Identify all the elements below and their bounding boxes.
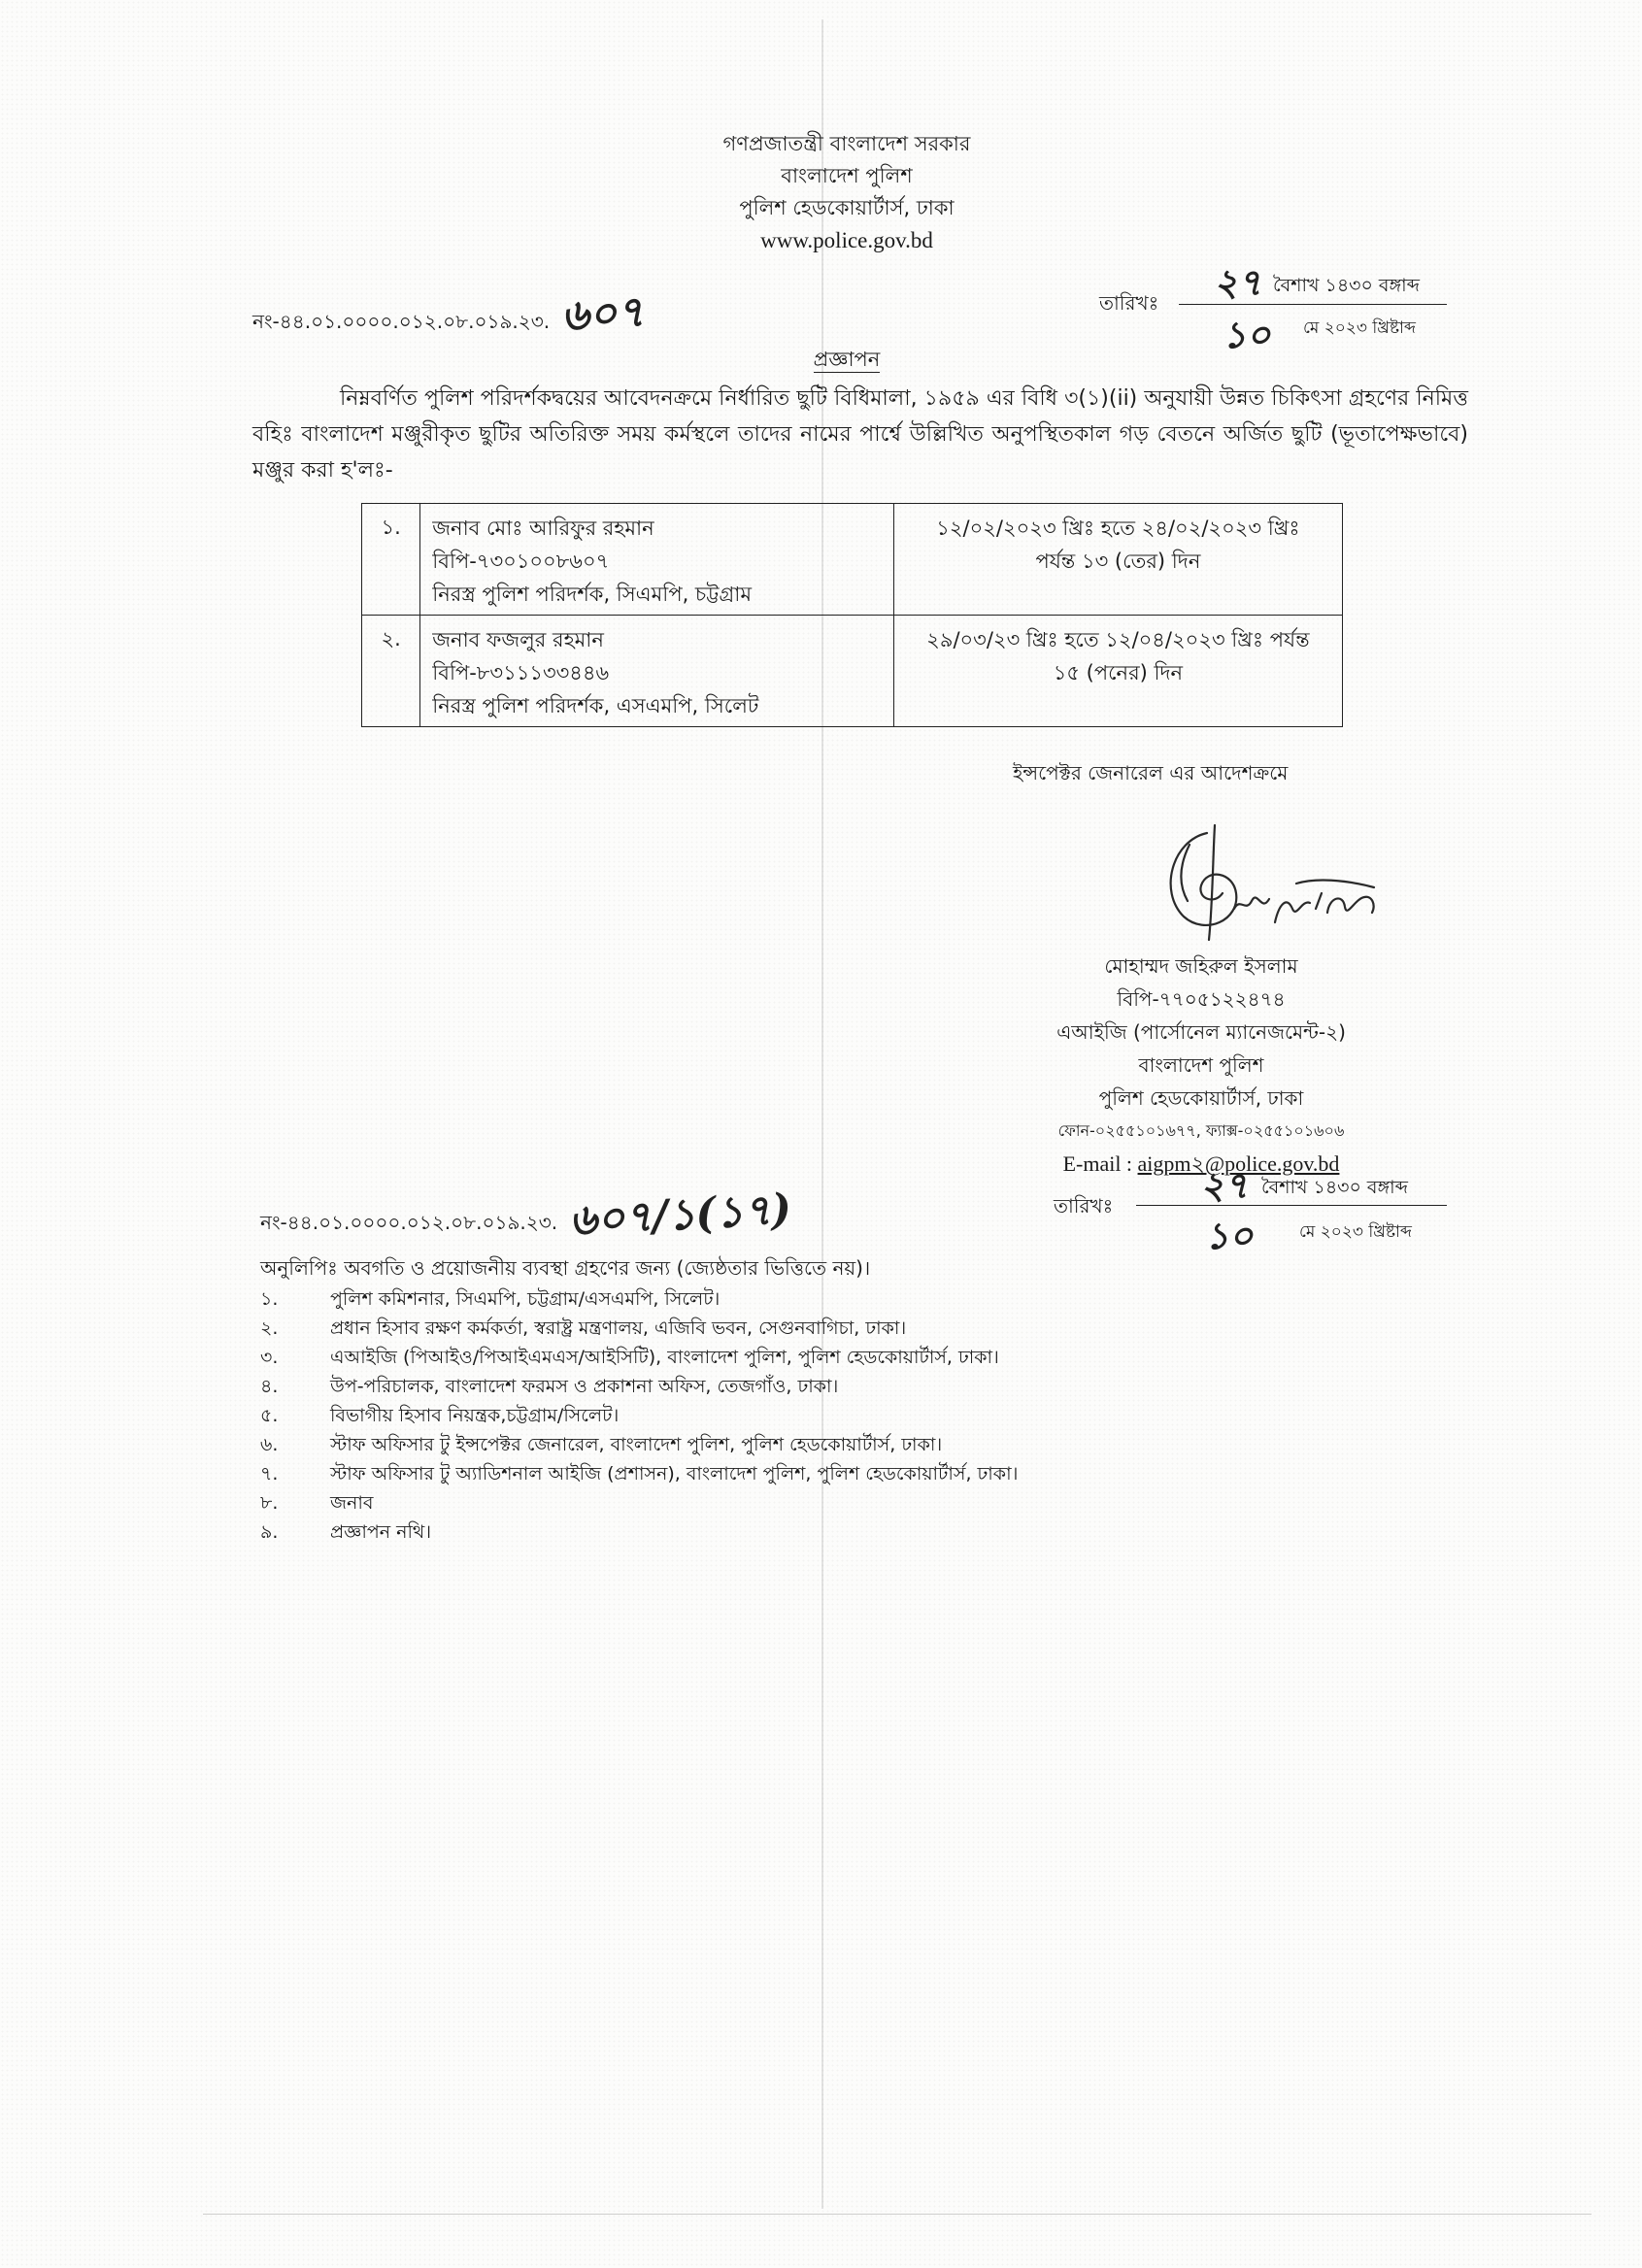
serial-cell: ২.: [362, 616, 420, 727]
list-item: ৩. এআইজি (পিআইও/পিআইএমএস/আইসিটি), বাংলাদেশ পুলিশ, পুলিশ হেডকোয়ার্টার্স, ঢাকা।: [260, 1347, 999, 1368]
signatory-name: মোহাম্মদ জহিরুল ইসলাম: [1104, 954, 1298, 978]
list-item: ৯. প্রজ্ঞাপন নথি।: [260, 1521, 432, 1543]
period-line-2: ১৫ (পনের) দিন: [1053, 661, 1184, 684]
table-row: [362, 616, 1343, 727]
copy-memo-number: [260, 1183, 791, 1253]
serial-cell: ১.: [362, 504, 420, 616]
officer-name: জনাব মোঃ আরিফুর রহমান: [432, 517, 654, 540]
list-item: ১. পুলিশ কমিশনার, সিএমপি, চট্টগ্রাম/এসএমপি, সিলেট।: [260, 1288, 720, 1310]
list-item: ৫. বিভাগীয় হিসাব নিয়ন্ত্রক,চট্টগ্রাম/সিলেট।: [260, 1405, 620, 1426]
signatory-office: পুলিশ হেডকোয়ার্টার্স, ঢাকা: [1098, 1086, 1304, 1110]
memo-number-printed: নং-৪৪.০১.০০০০.০১২.০৮.০১৯.২৩.: [252, 310, 551, 333]
officer-designation: নিরস্ত্র পুলিশ পরিদর্শক, এসএমপি, সিলেট: [432, 694, 759, 717]
copy-date-bangla-day: ২৭: [1200, 1163, 1249, 1207]
government-name: গণপ্রজাতন্ত্রী বাংলাদেশ সরকার: [722, 132, 971, 155]
notice-title: প্রজ্ঞাপন: [813, 348, 881, 371]
office-name: পুলিশ হেডকোয়ার্টার্স, ঢাকা: [739, 196, 955, 219]
list-item: ৮. জনাব: [260, 1492, 374, 1514]
period-line-1: ২৯/০৩/২৩ খ্রিঃ হতে ১২/০৪/২০২৩ খ্রিঃ পর্যন্ত: [926, 628, 1310, 651]
scan-edge-line: [203, 2214, 1592, 2215]
memo-number-handwritten: ৬০৭: [559, 286, 647, 342]
copy-heading: অনুলিপিঃ অবগতি ও প্রয়োজনীয় ব্যবস্থা গ্রহণের জন্য (জ্যেষ্ঠতার ভিত্তিতে নয়)।: [260, 1256, 871, 1280]
table-row: [362, 504, 1343, 616]
signatory-block: [997, 950, 1405, 1181]
signature: [1151, 816, 1384, 951]
order-line: ইন্সপেক্টর জেনারেল এর আদেশক্রমে: [1013, 761, 1289, 784]
officer-cell: [420, 504, 894, 616]
date-gregorian-day: ১০: [1223, 313, 1271, 356]
copy-date-label: তারিখঃ: [1054, 1194, 1114, 1217]
copy-memo-number-printed: নং-৪৪.০১.০০০০.০১২.০৮.০১৯.২৩.: [260, 1211, 558, 1234]
date-bangla-month-year: বৈশাখ ১৪৩০ বঙ্গাব্দ: [1273, 275, 1420, 296]
copy-date-bangla-month-year: বৈশাখ ১৪৩০ বঙ্গাব্দ: [1261, 1177, 1408, 1198]
signatory-bp: বিপি-৭৭০৫১২২৪৭৪: [1117, 987, 1286, 1011]
date-label: তারিখঃ: [1099, 291, 1159, 315]
date-gregorian-month-year: মে ২০২৩ খ্রিষ্টাব্দ: [1303, 318, 1416, 338]
copy-date-divider: [1136, 1205, 1447, 1206]
signatory-designation: এআইজি (পার্সোনেল ম্যানেজমেন্ট-২): [1056, 1020, 1346, 1044]
notice-body: নিম্নবর্ণিত পুলিশ পরিদর্শকদ্বয়ের আবেদনক্রমে নির্ধারিত ছুটি বিধিমালা, ১৯৫৯ এর বিধি ৩(১)(ii) অনুযায়ী উন্নত চিকিৎসা গ্রহণের নিমিত্ত বহিঃ বাংলাদেশ মঞ্জুরীকৃত ছুটির অতিরিক্ত সময় কর্মস্থলে তাদের নামের পার্শ্বে উল্লিখিত অনুপস্থিতকাল গড় বেতনে অর্জিত ছুটি (ভূতাপেক্ষভাবে) মঞ্জুর করা হ'লঃ-: [252, 386, 1468, 483]
officer-bp: বিপি-৮৩১১১৩৩৪৪৬: [432, 661, 610, 684]
list-item: ৬. স্টাফ অফিসার টু ইন্সপেক্টর জেনারেল, বাংলাদেশ পুলিশ, পুলিশ হেডকোয়ার্টার্স, ঢাকা।: [260, 1434, 943, 1455]
memo-number: [252, 282, 645, 352]
leave-table: [361, 503, 1343, 727]
officer-name: জনাব ফজলুর রহমান: [432, 628, 604, 651]
list-item: ৪. উপ-পরিচালক, বাংলাদেশ ফরমস ও প্রকাশনা অফিস, তেজগাঁও, ঢাকা।: [260, 1376, 839, 1397]
signatory-organization: বাংলাদেশ পুলিশ: [1138, 1053, 1264, 1077]
signatory-phone-fax: ফোন-০২৫৫১০১৬৭৭, ফ্যাক্স-০২৫৫১০১৬০৬: [1057, 1121, 1345, 1140]
email-label: E-mail :: [1062, 1151, 1133, 1176]
officer-bp: বিপি-৭৩০১০০৮৬০৭: [432, 550, 610, 573]
copy-date-gregorian-day: ১০: [1205, 1214, 1254, 1257]
period-line-1: ১২/০২/২০২৩ খ্রিঃ হতে ২৪/০২/২০২৩ খ্রিঃ: [936, 517, 1300, 540]
period-cell: [893, 504, 1342, 616]
officer-designation: নিরস্ত্র পুলিশ পরিদর্শক, সিএমপি, চট্টগ্রাম: [432, 583, 752, 606]
letterhead: [555, 128, 1138, 256]
date-bangla-day: ২৭: [1214, 260, 1262, 304]
department-name: বাংলাদেশ পুলিশ: [781, 164, 913, 187]
period-line-2: পর্যন্ত ১৩ (তের) দিন: [1035, 550, 1201, 573]
website: www.police.gov.bd: [760, 228, 933, 252]
copy-memo-number-handwritten: ৬০৭/১(১৭): [567, 1184, 793, 1246]
officer-cell: [420, 616, 894, 727]
list-item: ২. প্রধান হিসাব রক্ষণ কর্মকর্তা, স্বরাষ্ট্র মন্ত্রণালয়, এজিবি ভবন, সেগুনবাগিচা, ঢাকা।: [260, 1317, 907, 1339]
period-cell: [893, 616, 1342, 727]
copy-list: [260, 1284, 1018, 1547]
list-item: ৭. স্টাফ অফিসার টু অ্যাডিশনাল আইজি (প্রশাসন), বাংলাদেশ পুলিশ, পুলিশ হেডকোয়ার্টার্স, ঢাকা।: [260, 1463, 1019, 1484]
copy-date-gregorian-month-year: মে ২০২৩ খ্রিষ্টাব্দ: [1299, 1222, 1412, 1242]
email-address: aigpm২@police.gov.bd: [1137, 1151, 1340, 1176]
